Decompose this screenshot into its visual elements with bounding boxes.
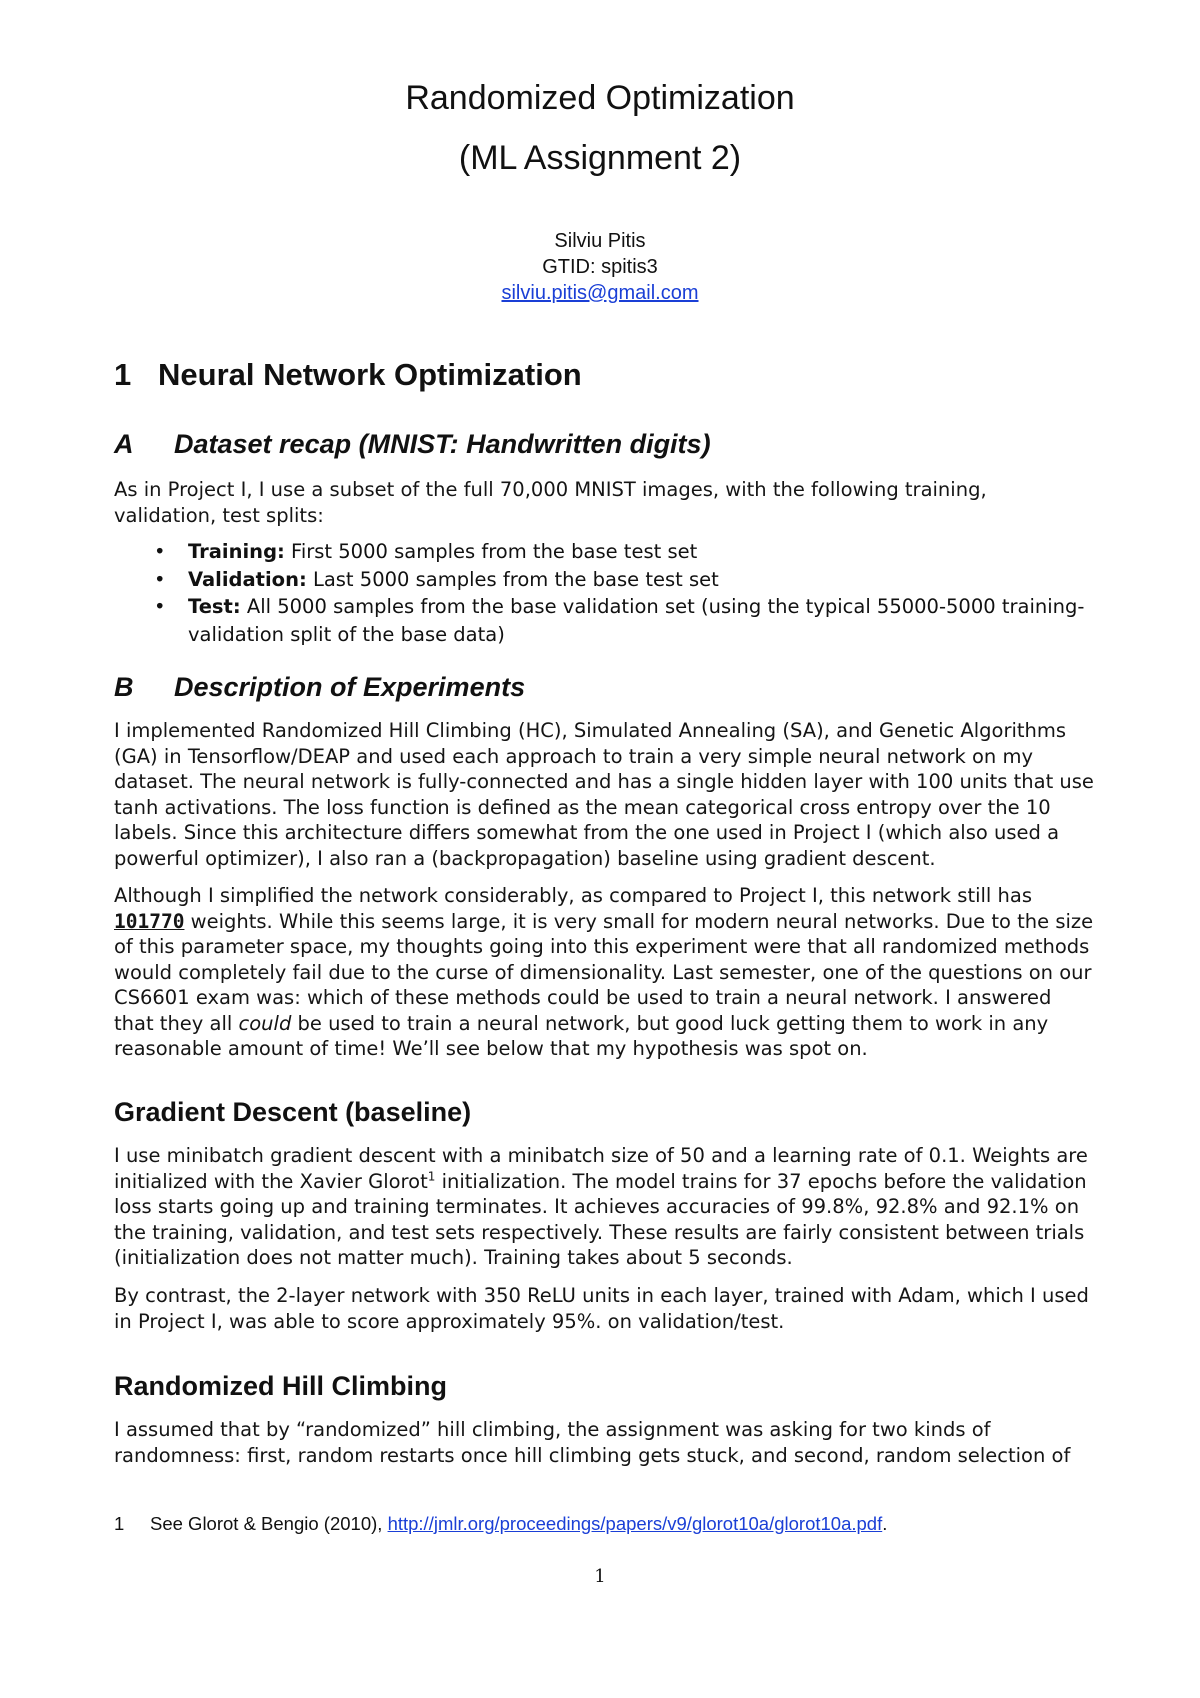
- subsection-letter: A: [114, 429, 134, 459]
- subsection-title: Description of Experiments: [174, 672, 526, 702]
- text-run: be used to train a neural network, but good luck getting them to work in any reasonable amount of time! We’ll see below that my hypothesis was spot on.: [114, 1011, 1049, 1060]
- text-run: weights. While this seems large, it is very small for modern neural networks. Due to the size of this parameter space, my thoughts going into this experiment were that all randomized methods would completely fail due to the curse of dimensionality. Last semester, one of the questions on our CS6601 exam was: which of these methods could be used to train a neural network. I answered that they all: [114, 909, 1094, 1035]
- paper-title: Randomized Optimization: [405, 79, 795, 117]
- paper-subtitle: (ML Assignment 2): [458, 139, 742, 177]
- footnote-text: See Glorot & Bengio (2010),: [150, 1513, 388, 1534]
- emphasis: could: [238, 1011, 292, 1035]
- gd-paragraph-1: [114, 1143, 1094, 1271]
- item-label: Training:: [188, 540, 285, 563]
- item-text: All 5000 samples from the base validation set (using the typical 55000-5000 training-validation split of the base data): [188, 595, 1085, 646]
- subsection-heading-a: [114, 428, 711, 460]
- gd-heading: Gradient Descent (baseline): [114, 1097, 472, 1127]
- list-item: [114, 593, 1094, 648]
- section-title: Neural Network Optimization: [158, 357, 582, 392]
- author-name: Silviu Pitis: [554, 230, 646, 252]
- email-link[interactable]: silviu.pitis@gmail.com: [501, 282, 699, 304]
- item-text: Last 5000 samples from the base test set: [306, 567, 719, 591]
- author-gtid: GTID: spitis3: [542, 256, 658, 278]
- text-run: initialization. The model trains for 37 epochs before the validation loss starts going up and training terminates. It achieves accuracies of 99.8%, 92.8% and 92.1% on the training, validation, and test sets respectively. These results are fairly consistent between trials (initialization does not matter much). Training takes about 5 seconds.: [114, 1169, 1087, 1269]
- bullet-icon: •: [154, 567, 166, 591]
- rhc-heading: Randomized Hill Climbing: [114, 1371, 448, 1401]
- author-email: [0, 281, 1200, 306]
- subsection-heading-b: [114, 671, 525, 703]
- item-text: First 5000 samples from the base test set: [284, 540, 698, 563]
- footnote-link[interactable]: http://jmlr.org/proceedings/papers/v9/glorot10a/glorot10a.pdf: [387, 1513, 883, 1534]
- gd-paragraph-2: By contrast, the 2-layer network with 350 ReLU units in each layer, trained with Adam, which I used in Project I, was able to score approximately 95%. on validation/test.: [114, 1284, 1089, 1333]
- bullet-icon: •: [154, 595, 166, 618]
- item-label: Validation:: [188, 567, 307, 591]
- item-label: Test:: [188, 595, 241, 618]
- experiments-paragraph-1: I implemented Randomized Hill Climbing (HC), Simulated Annealing (SA), and Genetic Algorithms (GA) in Tensorflow/DEAP and used each approach to train a very simple neural network on my dataset. The neural network is fully-connected and has a single hidden layer with 100 units that use tanh activations. The loss function is defined as the mean categorical cross entropy over the 10 labels. Since this architecture differs somewhat from the one used in Project I (which also used a powerful optimizer), I also ran a (backpropagation) baseline using gradient descent.: [114, 719, 1094, 870]
- page-number: 1: [594, 1566, 606, 1587]
- list-item: [114, 566, 1094, 594]
- list-item: [114, 538, 1094, 566]
- footnote-number: 1: [114, 1513, 125, 1534]
- subsection-letter: B: [114, 672, 134, 702]
- footnote: [114, 1512, 887, 1536]
- dataset-intro-paragraph: As in Project I, I use a subset of the full 70,000 MNIST images, with the following training, validation, test splits:: [114, 478, 987, 527]
- subsection-title: Dataset recap (MNIST: Handwritten digits): [174, 429, 711, 459]
- footnote-ref[interactable]: 1: [427, 1169, 436, 1183]
- bullet-icon: •: [154, 540, 166, 563]
- footnote-end: .: [882, 1513, 888, 1534]
- text-run: I use minibatch gradient descent with a minibatch size of 50 and a learning rate of 0.1. Weights are initialized with the Xavier Glorot: [114, 1144, 1088, 1193]
- experiments-paragraph-2: [114, 883, 1094, 1062]
- section-number: 1: [114, 357, 132, 392]
- rhc-paragraph-1: I assumed that by “randomized” hill climbing, the assignment was asking for two kinds of randomness: first, random restarts once hill climbing gets stuck, and second, random selection of: [114, 1418, 1071, 1467]
- weights-count: 101770: [114, 909, 185, 933]
- split-list: [114, 538, 1094, 648]
- section-heading-1: [114, 357, 582, 393]
- text-run: Although I simplified the network considerably, as compared to Project I, this network still has: [114, 884, 1033, 907]
